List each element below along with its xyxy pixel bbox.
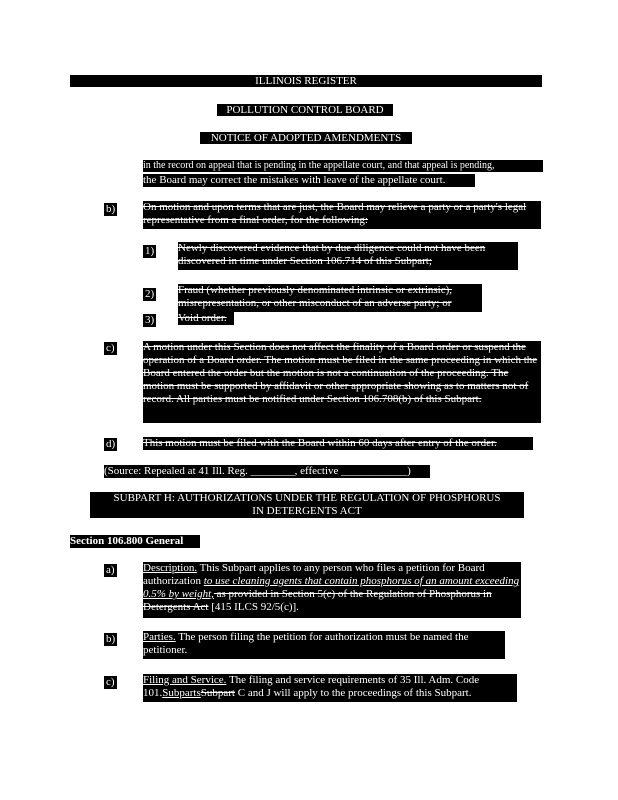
item-b-lead: Parties. [143, 631, 176, 643]
subpart-heading-line-2: IN DETERGENTS ACT [90, 505, 524, 518]
item-3-label: 3) [145, 314, 155, 326]
item-1-text: Newly discovered evidence that by due diligence could not have been discovered in time under Section 106.714 of this Subpart; [178, 242, 518, 270]
item-a-lead: Description. [143, 562, 198, 574]
item-1-label: 1) [145, 245, 155, 257]
item-c-body-a: The filing and service requirements of 35 Ill. Adm. Code 101. [143, 674, 480, 699]
item-a-struck: as provided in Section 5(c) of the Regulation of Phosphorus in Detergents Act [143, 588, 492, 613]
section-b-label: b) [106, 203, 116, 215]
item-a-plain: This Subpart applies to any person who files a petition for Board authorization [143, 562, 485, 587]
item-b-label: b) [106, 633, 116, 645]
section-heading: Section 106.800 General [70, 535, 200, 548]
section-b-text: On motion and upon terms that are just, the Board may relieve a party or a party's legal representative from a final order, for the following: [143, 201, 541, 229]
item-c-text [143, 674, 517, 702]
item-a-label: a) [106, 564, 115, 576]
item-c-body-b: C and J will apply to the proceedings of this Subpart. [234, 687, 472, 699]
item-a-end: [415 ILCS 92/5(c)]. [208, 601, 299, 613]
item-c-added: Subparts [162, 687, 201, 699]
section-c-text: A motion under this Section does not affect the finality of a Board order or suspend the operation of a Board order. The motion must be filed in the same proceeding in which the Board entered the order but the motion is not a continuation of the proceeding. The motion must be supported by affidavit or other appropriate showing as to matters not of record. All parties must be notified under Section 106.708(b) of this Subpart. [143, 341, 541, 423]
item-c-removed: Subpart [200, 687, 235, 699]
item-a-text [143, 562, 521, 618]
register-header: ILLINOIS REGISTER [70, 75, 542, 87]
item-a-italic: to use cleaning agents that contain phosphorus of an amount exceeding 0.5% by weight, [143, 575, 520, 600]
board-name: POLLUTION CONTROL BOARD [217, 104, 393, 116]
fragment-line-2: the Board may correct the mistakes with leave of the appellate court. [143, 174, 475, 187]
subpart-heading-line-1: SUBPART H: AUTHORIZATIONS UNDER THE REGULATION OF PHOSPHORUS [90, 492, 524, 505]
item-b-body: The person filing the petition for authorization must be named the petitioner. [143, 631, 469, 656]
item-c-lead: Filing and Service. [143, 674, 227, 686]
item-c-label: c) [106, 676, 115, 688]
section-c-label: c) [106, 342, 115, 354]
item-3-text: Void order. [178, 312, 234, 325]
item-2-label: 2) [145, 288, 155, 300]
notice-title: NOTICE OF ADOPTED AMENDMENTS [200, 132, 412, 144]
source-note: (Source: Repealed at 41 Ill. Reg. ________, effective ____________) [104, 465, 430, 478]
item-2-text: Fraud (whether previously denominated intrinsic or extrinsic), misrepresentation, or other misconduct of an adverse party; or [178, 284, 482, 312]
section-d-text: This motion must be filed with the Board within 60 days after entry of the order. [143, 437, 533, 450]
fragment-line-1: in the record on appeal that is pending in the appellate court, and that appeal is pending, [143, 160, 543, 172]
item-b-text [143, 631, 505, 659]
section-d-label: d) [106, 438, 116, 450]
